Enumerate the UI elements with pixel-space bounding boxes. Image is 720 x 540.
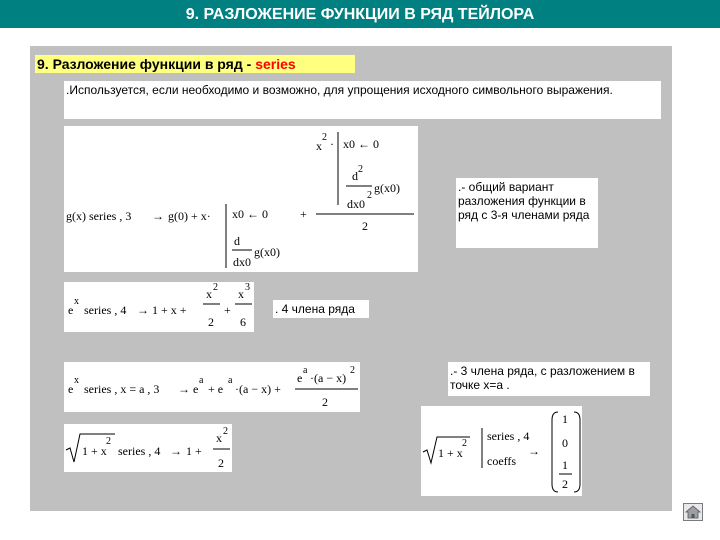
f4-op: series , 4 (118, 444, 161, 458)
f3-nums: a (303, 365, 308, 376)
f1-x0-b: x0 ← 0 (343, 137, 379, 151)
f2-rhs: 1 + x + (152, 303, 187, 317)
f3-t2s: a (228, 375, 233, 386)
note-general: .- общий вариант разложения функции в ряд с 3-я членами ряда (456, 178, 598, 248)
f5-m1: 1 (562, 412, 568, 426)
f3-e: e (68, 382, 74, 396)
f4-rad-exp: 2 (106, 436, 111, 447)
f1-gx0: g(x0) (254, 245, 280, 259)
f1-lhs: g(x) series , 3 (66, 209, 132, 223)
f2-sup: x (74, 296, 79, 307)
f2-n1: x (206, 287, 212, 301)
f2-n2e: 3 (245, 282, 250, 293)
f1-gx0b: g(x0) (374, 181, 400, 195)
f4-rhs: 1 + (186, 444, 202, 458)
formula-2 (68, 282, 252, 329)
note-three-terms: .- 3 члена ряда, с разложением в точке x=a . (448, 362, 650, 396)
f5-m3n: 1 (562, 458, 568, 472)
f3-numr: ·(a − x) (310, 371, 347, 385)
f2-d1: 2 (208, 315, 214, 329)
f5-rad-exp: 2 (462, 438, 467, 449)
f2-n1e: 2 (213, 282, 218, 293)
f3-sup: x (74, 375, 79, 386)
f2-e: e (68, 303, 74, 317)
f1-g0: g(0) + x· (168, 209, 211, 223)
f3-t1: e (193, 382, 199, 396)
formula-5 (423, 412, 580, 492)
f4-den: 2 (218, 456, 224, 470)
section-title-text: 9. Разложение функции в ряд - (37, 56, 256, 72)
f1-dot: · (330, 137, 334, 151)
f3-op: series , x = a , 3 (84, 382, 160, 396)
f1-d: d (234, 234, 240, 248)
series-keyword: series (255, 56, 296, 72)
f3-arrow: → (178, 382, 190, 396)
f2-arrow: → (137, 303, 149, 317)
f4-arrow: → (170, 444, 182, 458)
f3-t1s: a (199, 375, 204, 386)
f5-op2: coeffs (487, 454, 517, 468)
f1-dx0: dx0 (233, 255, 251, 269)
formula-1 (66, 132, 414, 269)
f3-nump: 2 (350, 365, 355, 376)
f1-dx0b: dx0 (347, 197, 365, 211)
f5-m2: 0 (562, 436, 568, 450)
page-title: 9. РАЗЛОЖЕНИЕ ФУНКЦИИ В РЯД ТЕЙЛОРА (0, 0, 720, 28)
f1-d2: d (352, 169, 358, 183)
formula-4 (66, 426, 230, 470)
f1-plus: + (300, 207, 307, 221)
f1-sup2b: 2 (367, 190, 372, 201)
f5-m3d: 2 (562, 477, 568, 491)
f1-sup2: 2 (358, 164, 363, 175)
f4-num: x (216, 431, 222, 445)
f2-d2: 6 (240, 315, 246, 329)
home-icon (684, 504, 702, 520)
f2-n2: x (238, 287, 244, 301)
f3-t2r: ·(a − x) + (235, 382, 281, 396)
f5-arrow: → (528, 444, 540, 458)
f1-exp2: 2 (322, 132, 327, 143)
intro-text: .Используется, если необходимо и возможно, для упрощения исходного символьного выражения. (64, 81, 661, 119)
f5-radicand: 1 + x (438, 446, 463, 460)
f1-den: 2 (362, 219, 368, 233)
f4-nume: 2 (223, 426, 228, 437)
f1-arrow: → (152, 209, 164, 223)
formula-3 (68, 365, 358, 409)
f3-t2: + e (208, 382, 224, 396)
f3-num: e (297, 371, 303, 385)
f2-plus: + (224, 303, 231, 317)
f1-x: x (316, 139, 322, 153)
f2-op: series , 4 (84, 303, 127, 317)
home-button[interactable] (683, 503, 703, 521)
f3-den: 2 (322, 395, 328, 409)
f5-op1: series , 4 (487, 429, 530, 443)
f1-x0-a: x0 ← 0 (232, 207, 268, 221)
note-four-terms: . 4 члена ряда (273, 300, 369, 318)
f4-radicand: 1 + x (82, 444, 107, 458)
